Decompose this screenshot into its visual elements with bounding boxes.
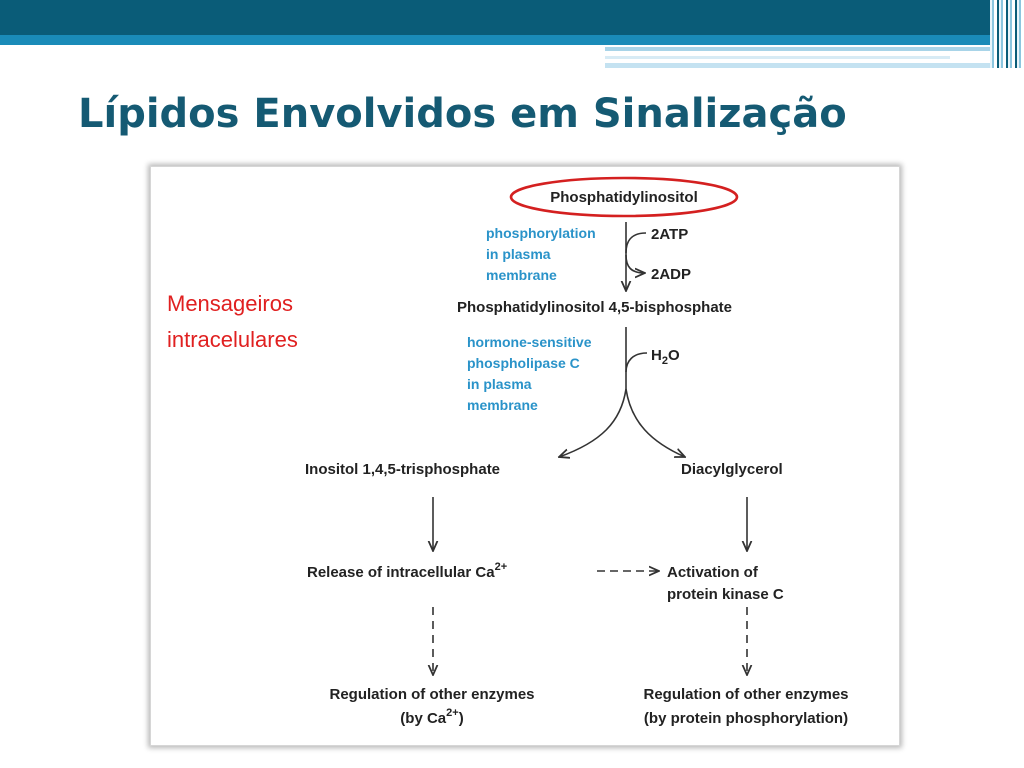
cofactor-water: $H_2O$ [651, 347, 680, 367]
header-bar-dark [0, 0, 1024, 35]
header-bar-light [0, 35, 1024, 45]
enzyme-label-line: in plasma [486, 246, 551, 262]
node-regulation-ca-line1: Regulation of other enzymes [329, 686, 535, 703]
water-curve [626, 353, 647, 372]
node-ca-release: Release of intracellular $Ca^{2+}$ [307, 561, 508, 581]
decorative-line [605, 47, 1024, 51]
node-phosphatidylinositol: Phosphatidylinositol [550, 189, 698, 206]
enzyme-label-line: phosphorylation [486, 225, 596, 241]
node-pkc-line1: Activation of [667, 564, 758, 581]
enzyme-label-line: in plasma [467, 376, 532, 392]
slide-title: Lípidos Envolvidos em Sinalização [78, 91, 847, 137]
cofactor-atp: 2ATP [651, 226, 689, 243]
split-arrow-left [559, 389, 626, 457]
node-dag: Diacylglycerol [681, 461, 783, 478]
enzyme-label-line: phospholipase C [467, 355, 580, 371]
adp-curve [626, 255, 645, 273]
enzyme-label-line: membrane [467, 397, 538, 413]
node-pip2: Phosphatidylinositol 4,5-bisphosphate [457, 299, 733, 316]
node-pkc-line2: protein kinase C [667, 586, 784, 603]
highlight-label-line: intracelulares [167, 327, 298, 352]
node-regulation-pkc-line2: (by protein phosphorylation) [643, 710, 849, 727]
enzyme-label-line: hormone-sensitive [467, 334, 592, 350]
decorative-line [605, 56, 950, 59]
enzyme-label-line: membrane [486, 267, 557, 283]
pathway-figure [150, 166, 900, 746]
cofactor-adp: 2ADP [651, 266, 692, 283]
decorative-line [605, 63, 1024, 68]
pathway-diagram [151, 167, 899, 745]
atp-curve [626, 233, 646, 253]
decorative-stripes [990, 0, 1024, 68]
node-regulation-pkc-line1: Regulation of other enzymes [643, 686, 849, 703]
node-ip3: Inositol 1,4,5-trisphosphate [305, 461, 501, 478]
node-regulation-ca-line2: (by $Ca^{2+}$) [400, 707, 464, 727]
split-arrow-right [626, 389, 685, 457]
highlight-label-line: Mensageiros [167, 291, 293, 316]
